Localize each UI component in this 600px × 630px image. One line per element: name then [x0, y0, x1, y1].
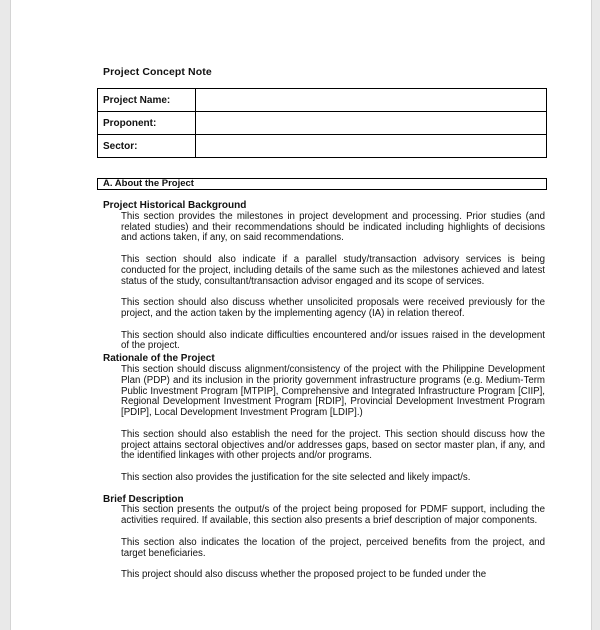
subsection-heading: Project Historical Background	[103, 200, 247, 211]
project-name-label: Project Name:	[98, 89, 196, 112]
proponent-label: Proponent:	[98, 112, 196, 135]
sector-value[interactable]	[196, 135, 547, 158]
table-row	[98, 112, 547, 135]
paragraph: This section should also discuss whether unsolicited proposals were received previously for the project, and the action taken by the implementing agency (IA) in relation thereof.	[121, 297, 545, 319]
paragraph: This section should also indicate difficulties encountered and/or issues raised in the development of the project.	[121, 329, 545, 352]
project-name-value[interactable]	[196, 89, 547, 112]
paragraph: This project should also discuss whether the proposed project to be funded under the	[121, 569, 487, 581]
paragraph: This section should discuss alignment/consistency of the project with the Philippine Development Plan (PDP) and its inclusion in the priority government infrastructure programs (e.g. Medium-Term Public Investment Program [MTPIP], Comprehensive and Integrated Infrastructure Program [CIIP], Regional Development Investment Program [RDIP], Provincial Development Investment Program [PDIP], Local Development Investment Program [LDIP].)	[121, 363, 545, 419]
sector-label: Sector:	[98, 135, 196, 158]
document-title: Project Concept Note	[103, 66, 212, 78]
project-info-table	[97, 88, 547, 158]
paragraph: This section should also establish the need for the project. This section should discuss how the project attains sectoral objectives and/or addresses gaps, based on sector master plan, if any, and the identified linkages with other projects and/or programs.	[121, 428, 545, 462]
table-row	[98, 89, 547, 112]
table-row	[98, 135, 547, 158]
paragraph: This section also provides the justification for the site selected and likely impact/s.	[121, 471, 471, 483]
document-body	[103, 201, 545, 592]
paragraph: This section provides the milestones in project development and processing. Prior studies (and related studies) and their recommendations should be indicated including highlights of decisions and actions taken, if any, on said recommendations.	[121, 210, 545, 244]
proponent-value[interactable]	[196, 112, 547, 135]
section-a-heading: A. About the Project	[97, 178, 547, 190]
paragraph: This section should also indicate if a parallel study/transaction advisory services is being conducted for the project, including details of the same such as the milestones achieved and latest status of the study, consultant/transaction advisor engaged and its scope of services.	[121, 253, 545, 287]
paragraph: This section presents the output/s of the project being proposed for PDMF support, including the activities required. If available, this section also presents a brief description of major components.	[121, 504, 545, 527]
subsection-heading: Rationale of the Project	[103, 353, 215, 365]
document-page	[10, 0, 592, 630]
subsection-heading: Brief Description	[103, 493, 184, 505]
paragraph: This section also indicates the location of the project, perceived benefits from the project, and target beneficiaries.	[121, 536, 545, 559]
